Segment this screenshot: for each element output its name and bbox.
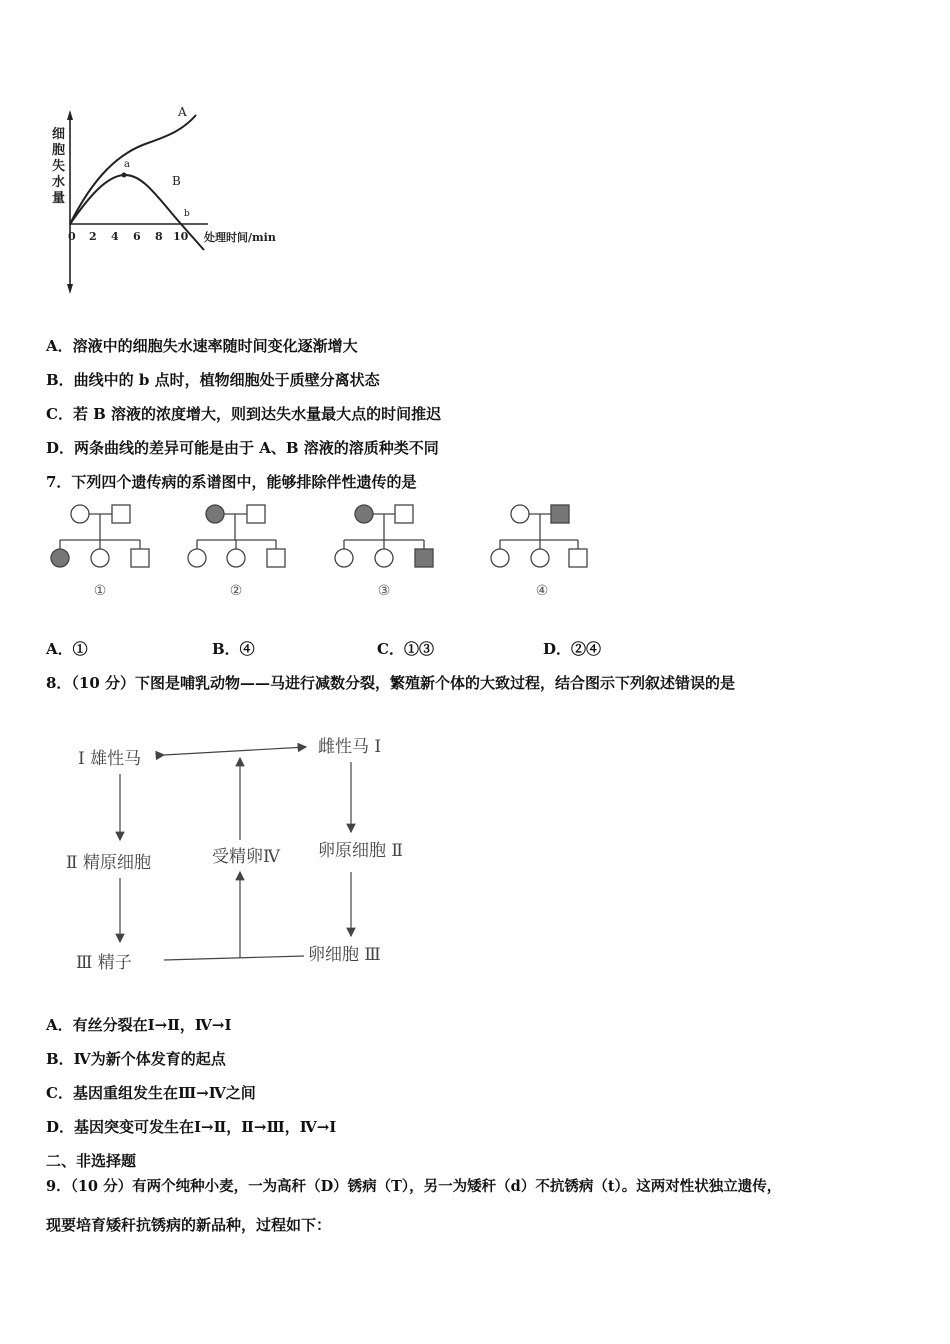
curve-b-label: B — [172, 174, 181, 188]
female-normal — [491, 549, 509, 567]
graph-xlabel: 处理时间/min — [204, 231, 276, 244]
female-normal — [511, 505, 529, 523]
female-affected — [51, 549, 69, 567]
x-tick-label: 6 — [133, 230, 141, 243]
spermatogonium-label: Ⅱ 精原细胞 — [66, 853, 151, 873]
horse-reproduction-diagram — [60, 722, 440, 982]
female-normal — [188, 549, 206, 567]
female-normal — [227, 549, 245, 567]
female-affected — [355, 505, 373, 523]
q6-option-d: D．两条曲线的差异可能是由于 A、B 溶液的溶质种类不同 — [46, 439, 439, 457]
point-a-label: a — [124, 159, 130, 170]
male-normal — [247, 505, 265, 523]
curve-a — [70, 115, 196, 224]
female-affected — [206, 505, 224, 523]
pedigree-charts — [40, 498, 620, 608]
q6-option-b: B．曲线中的 b 点时，植物细胞处于质壁分离状态 — [46, 371, 380, 389]
section-title: 二、非选择题 — [46, 1152, 137, 1170]
male-normal — [395, 505, 413, 523]
male-normal — [569, 549, 587, 567]
pedigree-4 — [491, 505, 587, 567]
water-loss-graph — [48, 98, 288, 298]
female-normal — [71, 505, 89, 523]
q6-option-c: C．若 B 溶液的浓度增大，则到达失水量最大点的时间推迟 — [46, 405, 442, 423]
x-tick-label: 10 — [173, 230, 189, 243]
egg-label: 卵细胞 Ⅲ — [308, 945, 381, 965]
q8-question: 8．（10 分）下图是哺乳动物——马进行减数分裂，繁殖新个体的大致过程，结合图示下列叙述错误的是 — [46, 674, 736, 692]
q7-option-d: D．②④ — [543, 640, 602, 658]
curve-a-label: A — [178, 105, 187, 119]
x-tick-label: 8 — [155, 230, 163, 243]
male-normal — [131, 549, 149, 567]
q8-option-a: A．有丝分裂在Ⅰ→Ⅱ，Ⅳ→Ⅰ — [46, 1016, 232, 1034]
y-axis-arrow-bottom — [67, 284, 73, 294]
male-horse-label: Ⅰ 雄性马 — [78, 749, 142, 769]
female-normal — [335, 549, 353, 567]
q6-option-a: A．溶液中的细胞失水速率随时间变化逐渐增大 — [46, 337, 358, 355]
male-affected — [551, 505, 569, 523]
point-b-label: b — [184, 209, 190, 219]
q9-line-2: 现要培育矮秆抗锈病的新品种，过程如下： — [46, 1216, 332, 1234]
q7-option-b: B．④ — [212, 640, 255, 658]
pedigree-1 — [51, 505, 149, 567]
q9-line-1: 9．（10 分）有两个纯种小麦，一为高秆（D）锈病（T），另一为矮秆（d）不抗锈病（t）。这两对性状独立遗传， — [46, 1178, 782, 1195]
x-tick-label: 4 — [111, 230, 119, 243]
pedigree-label: ④ — [535, 583, 549, 599]
pedigree-label: ① — [93, 583, 107, 599]
x-tick-label: 2 — [89, 230, 97, 243]
graph-ylabel — [52, 127, 65, 206]
female-normal — [375, 549, 393, 567]
q8-option-b: B．Ⅳ为新个体发育的起点 — [46, 1050, 226, 1068]
x-tick-labels — [68, 230, 189, 243]
pedigree-label: ③ — [377, 583, 391, 599]
q7-option-c: C．①③ — [377, 640, 434, 658]
female-horse-label: 雌性马 Ⅰ — [318, 737, 382, 757]
male-normal — [112, 505, 130, 523]
pedigree-2 — [188, 505, 285, 567]
q8-option-c: C．基因重组发生在Ⅲ→Ⅳ之间 — [46, 1084, 256, 1102]
pedigree-label: ② — [229, 583, 243, 599]
male-affected — [415, 549, 433, 567]
point-a — [122, 173, 127, 178]
female-normal — [91, 549, 109, 567]
q7-option-a: A．① — [46, 640, 88, 658]
q7-question: 7．下列四个遗传病的系谱图中，能够排除伴性遗传的是 — [46, 473, 417, 491]
fertilization-line — [164, 956, 304, 960]
male-normal — [267, 549, 285, 567]
pedigree-3 — [335, 505, 433, 567]
q8-option-d: D．基因突变可发生在Ⅰ→Ⅱ，Ⅱ→Ⅲ，Ⅳ→Ⅰ — [46, 1118, 337, 1136]
zygote-label: 受精卵Ⅳ — [212, 847, 280, 867]
y-axis-arrow-top — [67, 110, 73, 120]
oogonium-label: 卵原细胞 Ⅱ — [318, 841, 403, 861]
mating-arrow — [164, 747, 306, 755]
x-tick-label: 0 — [68, 230, 76, 243]
female-normal — [531, 549, 549, 567]
graph-ylabel-text: 细胞失水量 — [52, 127, 66, 206]
sperm-label: Ⅲ 精子 — [76, 953, 132, 973]
